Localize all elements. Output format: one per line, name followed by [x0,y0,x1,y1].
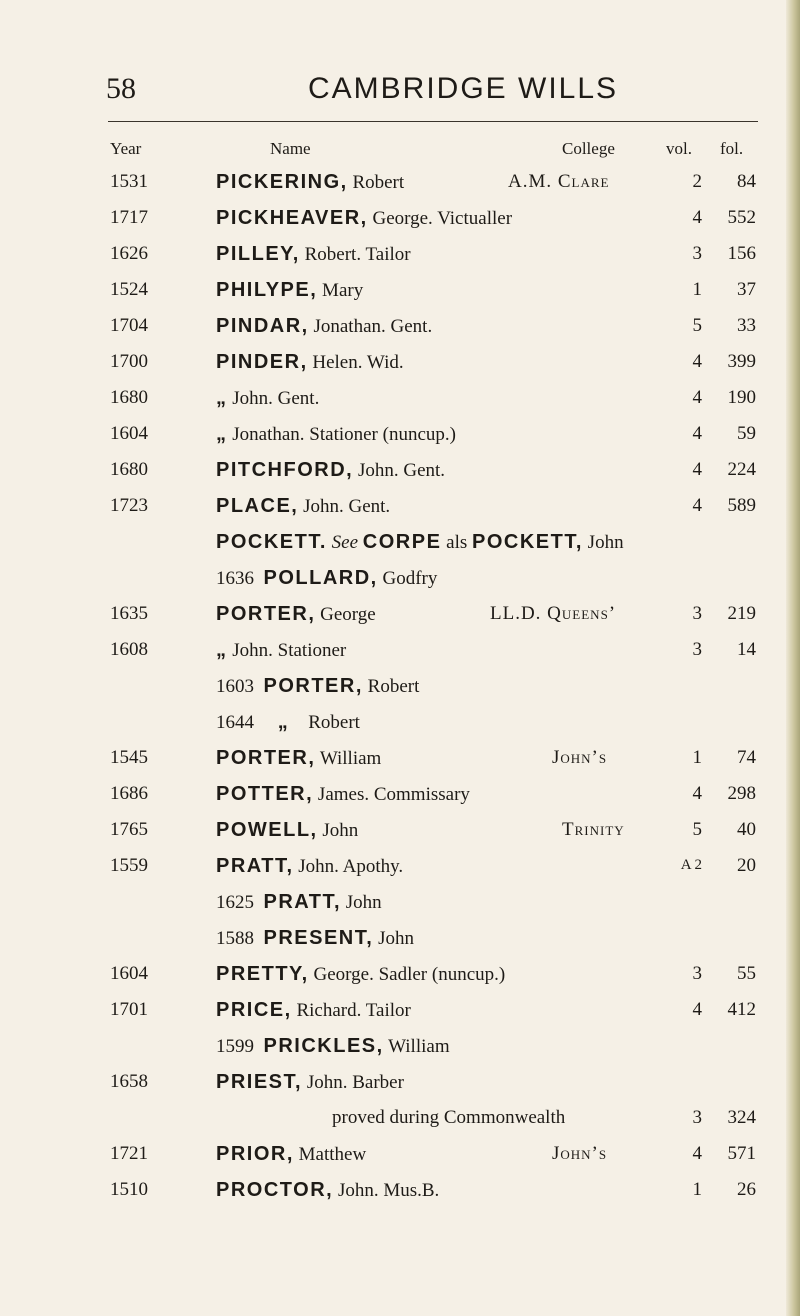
table-row [0,567,800,603]
surname: POLLARD, [263,567,378,589]
table-row [0,783,800,819]
entry-name [216,495,390,518]
surname: POCKETT, [472,531,583,553]
vol: 5 [692,819,702,840]
entry-name [216,315,432,338]
year: 1700 [110,351,148,372]
table-row [0,639,800,675]
entry-name [216,711,360,734]
fol: 33 [737,315,756,336]
forename: Robert [347,172,405,193]
fol: 399 [727,351,756,372]
forename: John. Gent. [353,460,446,481]
year: 1604 [110,963,148,984]
forename: Godfry [377,568,438,589]
forename: John [587,532,624,553]
forename: William [383,1036,450,1057]
cross-reference [216,531,624,554]
ditto-mark: „ [216,387,228,409]
surname: PROCTOR, [216,1179,334,1201]
table-row [0,243,800,279]
vol: 3 [692,1107,702,1128]
table-row [0,1107,800,1143]
forename: Robert [362,676,420,697]
year: 1701 [110,999,148,1020]
table-row [0,603,800,639]
forename: Jonathan. Gent. [308,316,433,337]
fol: 20 [737,855,756,876]
table-row [0,351,800,387]
forename: Mary [317,280,364,301]
surname: PHILYPE, [216,279,318,301]
year: 1604 [110,423,148,444]
entry-name [216,927,414,950]
surname: PRICKLES, [263,1035,384,1057]
vol: 4 [692,999,702,1020]
entry-name [216,567,437,590]
ditto-mark: „ [277,711,290,733]
table-row [0,855,800,891]
table-row [0,999,800,1035]
forename: Matthew [293,1144,367,1165]
fol: 37 [737,279,756,300]
sub-year: 1588 [216,928,254,949]
table-row [0,891,800,927]
vol: 4 [692,387,702,408]
col-name: Name [270,139,311,158]
forename: George. Sadler (nuncup.) [308,964,506,985]
year: 1686 [110,783,148,804]
sub-year: 1625 [216,892,254,913]
fol: 156 [727,243,756,264]
forename: Helen. Wid. [307,352,404,373]
entry-name [216,891,382,914]
col-vol: vol. [666,139,692,158]
cross-reference-row [0,531,800,567]
alias-word: als [446,532,468,553]
year: 1721 [110,1143,148,1164]
vol: A 2 [680,857,702,873]
vol: 5 [692,315,702,336]
surname: PRATT, [263,891,342,913]
forename: John [341,892,382,913]
table-row [0,963,800,999]
entry-name [216,1179,439,1202]
year: 1680 [110,459,148,480]
table-row [0,1143,800,1179]
forename: John. Gent. [298,496,391,517]
entry-name [216,963,505,986]
entry-name [216,459,445,482]
probate-note: proved during Commonwealth [332,1107,566,1128]
surname: PORTER, [263,675,363,697]
entry-name [216,243,411,266]
forename: John. Gent. [227,388,320,409]
table-row [0,459,800,495]
forename: John. Barber [302,1072,404,1093]
page-number: 58 [106,72,136,105]
table-row [0,711,800,747]
forename: John. Apothy. [293,856,404,877]
entry-name [216,603,376,626]
vol: 4 [692,207,702,228]
year: 1545 [110,747,148,768]
entry-name [216,279,363,302]
ditto-mark: „ [216,639,228,661]
forename: William [315,748,382,769]
year: 1635 [110,603,148,624]
surname: PORTER, [216,747,316,769]
fol: 298 [727,783,756,804]
year: 1559 [110,855,148,876]
forename: John [317,820,359,841]
surname: PLACE, [216,495,299,517]
fol: 571 [727,1143,756,1164]
surname: PINDER, [216,351,308,373]
year: 1765 [110,819,148,840]
entry-name [216,783,470,806]
ditto-mark: „ [216,423,228,445]
forename: John. Mus.B. [333,1180,440,1201]
sub-year: 1636 [216,568,254,589]
surname: PRETTY, [216,963,309,985]
sub-year: 1603 [216,676,254,697]
entry-name [216,855,403,878]
vol: 3 [692,639,702,660]
entry-name [216,747,381,770]
college: A.M. Clare [508,171,610,192]
entry-name [216,171,404,194]
fol: 26 [737,1179,756,1200]
year: 1680 [110,387,148,408]
vol: 4 [692,351,702,372]
entry-name [216,207,512,230]
forename: James. Commissary [313,784,470,805]
surname: PRIOR, [216,1143,294,1165]
vol: 1 [692,747,702,768]
fol: 40 [737,819,756,840]
table-row [0,1071,800,1107]
forename: George [315,604,376,625]
table-row [0,207,800,243]
year: 1658 [110,1071,148,1092]
entry-name [216,423,456,446]
forename: Jonathan. Stationer (nuncup.) [227,424,456,445]
col-college: College [562,139,615,158]
entry-name [216,351,404,374]
table-row [0,279,800,315]
vol: 4 [692,423,702,444]
year: 1608 [110,639,148,660]
col-fol: fol. [720,139,744,158]
sub-year: 1599 [216,1036,254,1057]
col-year: Year [110,139,142,158]
table-row [0,747,800,783]
fol: 219 [727,603,756,624]
fol: 412 [727,999,756,1020]
surname: PRIEST, [216,1071,303,1093]
year: 1510 [110,1179,148,1200]
entry-name [216,675,419,698]
year: 1704 [110,315,148,336]
entry-name [216,1071,404,1094]
forename: Robert [303,712,360,733]
college: Trinity [562,819,625,840]
table-row [0,1035,800,1071]
running-head: CAMBRIDGE WILLS [308,72,619,105]
college: John’s [552,747,608,768]
entry-name [216,819,358,842]
surname: PRATT, [216,855,294,877]
year: 1626 [110,243,148,264]
entry-name [216,639,346,662]
forename: Richard. Tailor [291,1000,411,1021]
fol: 55 [737,963,756,984]
fol: 589 [727,495,756,516]
vol: 4 [692,1143,702,1164]
year: 1524 [110,279,148,300]
surname: CORPE [362,531,442,553]
forename: John. Stationer [227,640,347,661]
table-row [0,675,800,711]
vol: 2 [692,171,702,192]
fol: 552 [727,207,756,228]
entry-name [216,1143,366,1166]
sub-year: 1644 [216,712,254,733]
entry-name [216,387,319,410]
surname: PRESENT, [263,927,374,949]
year: 1723 [110,495,148,516]
forename: George. Victualler [367,208,513,229]
surname: PRICE, [216,999,292,1021]
surname: PICKHEAVER, [216,207,368,229]
vol: 3 [692,603,702,624]
surname: PICKERING, [216,171,348,193]
vol: 1 [692,1179,702,1200]
table-row [0,819,800,855]
college: John’s [552,1143,608,1164]
table-row [0,495,800,531]
surname: POTTER, [216,783,314,805]
table-row [0,171,800,207]
year: 1717 [110,207,148,228]
fol: 84 [737,171,756,192]
table-row [0,927,800,963]
table-row [0,1179,800,1215]
year: 1531 [110,171,148,192]
header-rule [108,121,758,122]
vol: 3 [692,243,702,264]
fol: 324 [727,1107,756,1128]
fol: 74 [737,747,756,768]
surname: PORTER, [216,603,316,625]
table-row [0,315,800,351]
college: LL.D. Queens’ [490,603,617,624]
surname: PITCHFORD, [216,459,354,481]
table-row [0,387,800,423]
vol: 3 [692,963,702,984]
surname: POCKETT. [216,531,327,553]
forename: Robert. Tailor [299,244,411,265]
table-row [0,423,800,459]
fol: 14 [737,639,756,660]
entry-name [216,1035,450,1058]
vol: 4 [692,783,702,804]
vol: 4 [692,459,702,480]
vol: 4 [692,495,702,516]
entry-name [216,999,411,1022]
fol: 190 [727,387,756,408]
fol: 224 [727,459,756,480]
surname: PILLEY, [216,243,300,265]
surname: PINDAR, [216,315,309,337]
fol: 59 [737,423,756,444]
surname: POWELL, [216,819,318,841]
forename: John [373,928,414,949]
vol: 1 [692,279,702,300]
see-word: See [331,532,359,553]
